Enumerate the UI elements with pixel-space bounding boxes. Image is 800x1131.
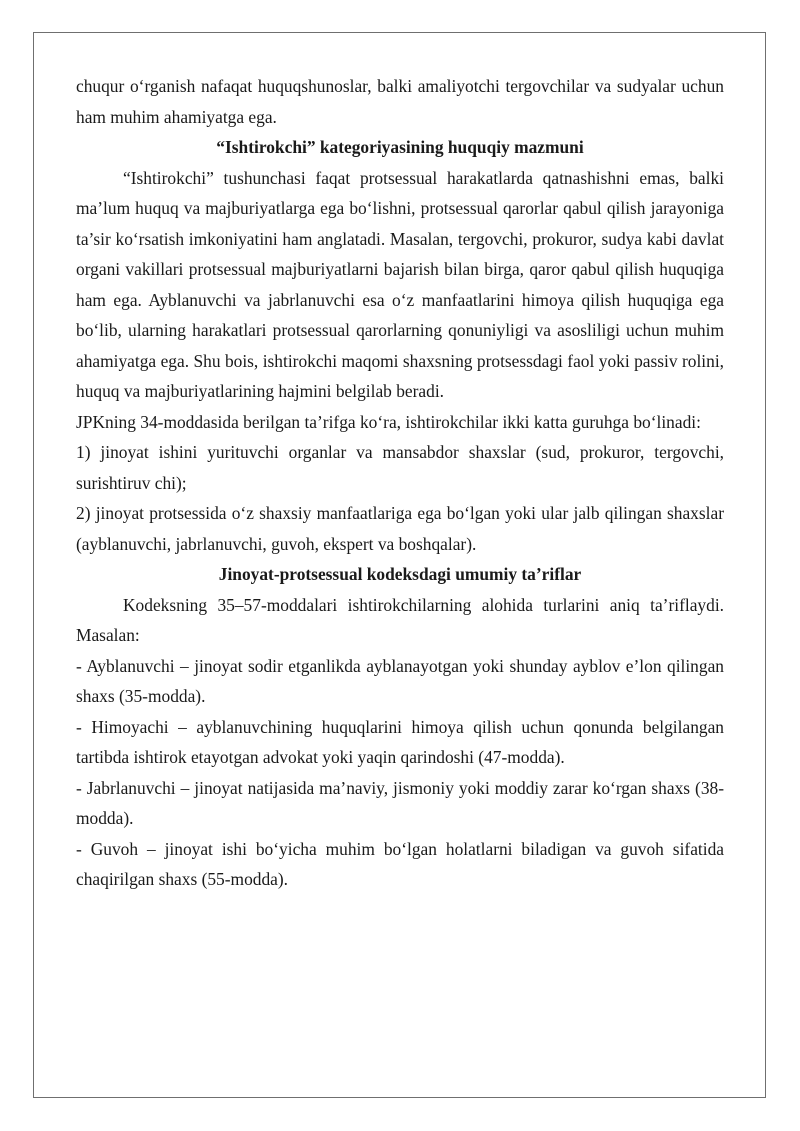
definition-accused: - Ayblanuvchi – jinoyat sodir etganlikda ayblanayotgan yoki shunday ayblov e’lon qilingan shaxs (35-modda).: [76, 655, 724, 706]
definition-victim: - Jabrlanuvchi – jinoyat natijasida ma’naviy, jismoniy yoki moddiy zarar ko‘rgan shaxs (38-modda).: [76, 777, 724, 828]
group-one-item: 1) jinoyat ishini yurituvchi organlar va mansabdor shaxslar (sud, prokuror, tergovchi, surishtiruv chi);: [76, 442, 724, 493]
definition-defender: - Himoyachi – ayblanuvchining huquqlarini himoya qilish uchun qonunda belgilangan tartibda ishtirok etayotgan advokat yoki yaqin qarindoshi (47-modda).: [76, 716, 724, 767]
intro-paragraph: chuqur o‘rganish nafaqat huquqshunoslar, balki amaliyotchi tergovchilar va sudyalar uchun ham muhim ahamiyatga ega.: [76, 76, 724, 127]
section-heading-definitions: Jinoyat-protsessual kodeksdagi umumiy ta’riflar: [218, 564, 582, 584]
group-two-item: 2) jinoyat protsessida o‘z shaxsiy manfaatlariga ega bo‘lgan yoki ular jalb qilingan shaxslar (ayblanuvchi, jabrlanuvchi, guvoh, ekspert va boshqalar).: [76, 503, 724, 554]
definition-witness: - Guvoh – jinoyat ishi bo‘yicha muhim bo‘lgan holatlarni biladigan va guvoh sifatida chaqirilgan shaxs (55-modda).: [76, 838, 724, 889]
concept-paragraph: “Ishtirokchi” tushunchasi faqat protsessual harakatlarda qatnashishni emas, balki ma’lum huquq va majburiyatlarga ega bo‘lishni, protsessual qarorlar qabul qilish jarayoniga ta’sir ko‘rsatish imkoniyatini ham anglatadi. Masalan, tergovchi, prokuror, sudya kabi davlat organi vakillari protsessual majburiyatlarni bajarish bilan birga, qaror qabul qilish huquqiga ham ega. Ayblanuvchi va jabrlanuvchi esa o‘z manfaatlarini himoya qilish huquqiga ega bo‘lib, ularning harakatlari protsessual qarorlarning qonuniyligi va asosliligi uchun muhim ahamiyatga ega. Shu bois, ishtirokchi maqomi shaxsning protsessdagi faol yoki passiv rolini, huquq va majburiyatlarining hajmini belgilab beradi.: [76, 167, 724, 401]
jpk-paragraph: JPKning 34-moddasida berilgan ta’rifga ko‘ra, ishtirokchilar ikki katta guruhga bo‘linadi:: [76, 411, 701, 432]
codex-paragraph: Kodeksning 35–57-moddalari ishtirokchilarning alohida turlarini aniq ta’riflaydi. Masalan:: [76, 594, 724, 645]
section-heading-participant: “Ishtirokchi” kategoriyasining huquqiy mazmuni: [216, 137, 584, 157]
document-body: [76, 71, 724, 895]
